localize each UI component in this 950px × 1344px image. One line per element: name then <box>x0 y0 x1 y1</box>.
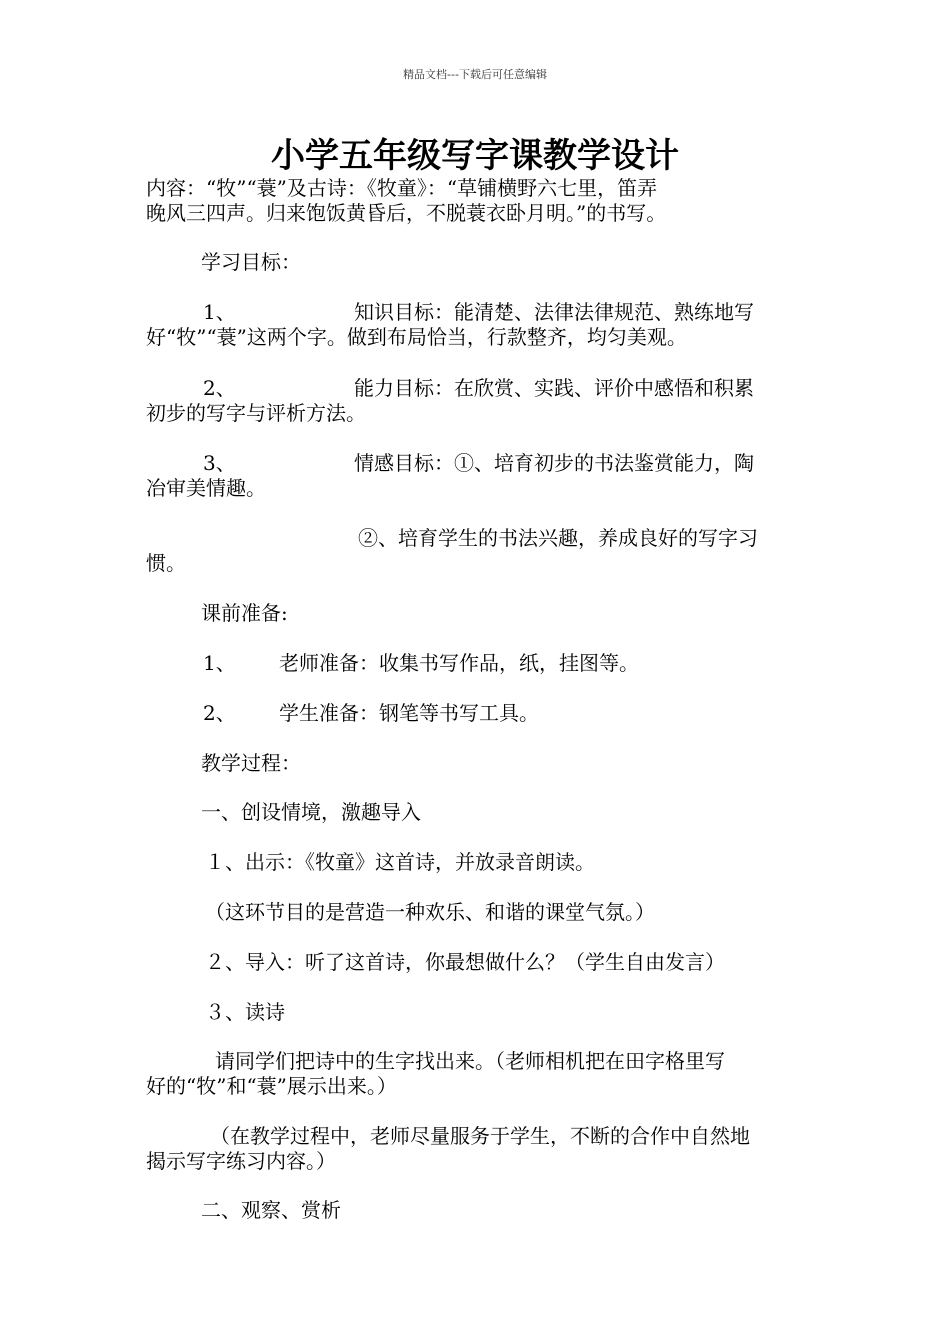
prep-heading: 课前准备: <box>201 601 288 625</box>
prep-item-1-text: 老师准备：收集书写作品，纸，挂图等。 <box>279 651 639 675</box>
goal-2-number: 2、 <box>203 376 236 400</box>
header-note: 精品文档---下载后可任意编辑 <box>403 68 547 81</box>
prep-item-1-number: 1、 <box>203 651 236 675</box>
goals-heading: 学习目标： <box>201 250 301 274</box>
goal-3-number: 3、 <box>203 451 236 475</box>
section-1-para-2-line-2: 揭示写字练习内容。） <box>146 1149 336 1173</box>
goal-2-line-1: 能力目标：在欣赏、实践、评价中感悟和积累 <box>354 376 754 400</box>
section-1-step-2: ２、导入：听了这首诗，你最想做什么？（学生自由发言） <box>205 950 725 974</box>
section-1-para-1-line-1: 请同学们把诗中的生字找出来。（老师相机把在田字格里写 <box>215 1049 725 1073</box>
section-2-heading: 二、观察、赏析 <box>201 1198 341 1222</box>
goal-3-line-1: 情感目标：①、培育初步的书法鉴赏能力，陶 <box>354 451 754 475</box>
process-heading: 教学过程： <box>201 751 301 775</box>
goal-3-line-2: 冶审美情趣。 <box>146 476 266 500</box>
section-1-para-2-line-1: （在教学过程中，老师尽量服务于学生，不断的合作中自然地 <box>210 1124 750 1148</box>
goal-3-sub-line-2: 惯。 <box>146 551 186 575</box>
section-1-para-1-line-2: 好的“牧”和“蓑”展示出来。） <box>146 1074 397 1098</box>
page-title: 小学五年级写字课教学设计 <box>271 136 679 176</box>
goal-1-line-1: 知识目标：能清楚、法律法律规范、熟练地写 <box>354 300 754 324</box>
goal-1-number: 1、 <box>203 300 236 324</box>
section-1-note-1: （这环节目的是营造一种欢乐、和谐的课堂气氛。） <box>205 900 655 924</box>
section-1-step-3: ３、读诗 <box>205 1000 285 1024</box>
goal-2-line-2: 初步的写字与评析方法。 <box>146 401 366 425</box>
goal-3-sub-line-1: ②、培育学生的书法兴趣，养成良好的写字习 <box>358 526 758 550</box>
section-1-step-1: １、出示：《牧童》这首诗，并放录音朗读。 <box>205 850 595 874</box>
content-line-1: 内容：“牧”“蓑”及古诗：《牧童》：“草铺横野六七里，笛弄 <box>146 176 658 200</box>
content-line-2: 晚风三四声。归来饱饭黄昏后，不脱蓑衣卧月明。”的书写。 <box>146 201 667 225</box>
goal-1-line-2: 好“牧”“蓑”这两个字。做到布局恰当，行款整齐，均匀美观。 <box>146 325 687 349</box>
section-1-heading: 一、创设情境，激趣导入 <box>201 800 421 824</box>
prep-item-2-text: 学生准备：钢笔等书写工具。 <box>279 701 539 725</box>
prep-item-2-number: 2、 <box>203 701 236 725</box>
